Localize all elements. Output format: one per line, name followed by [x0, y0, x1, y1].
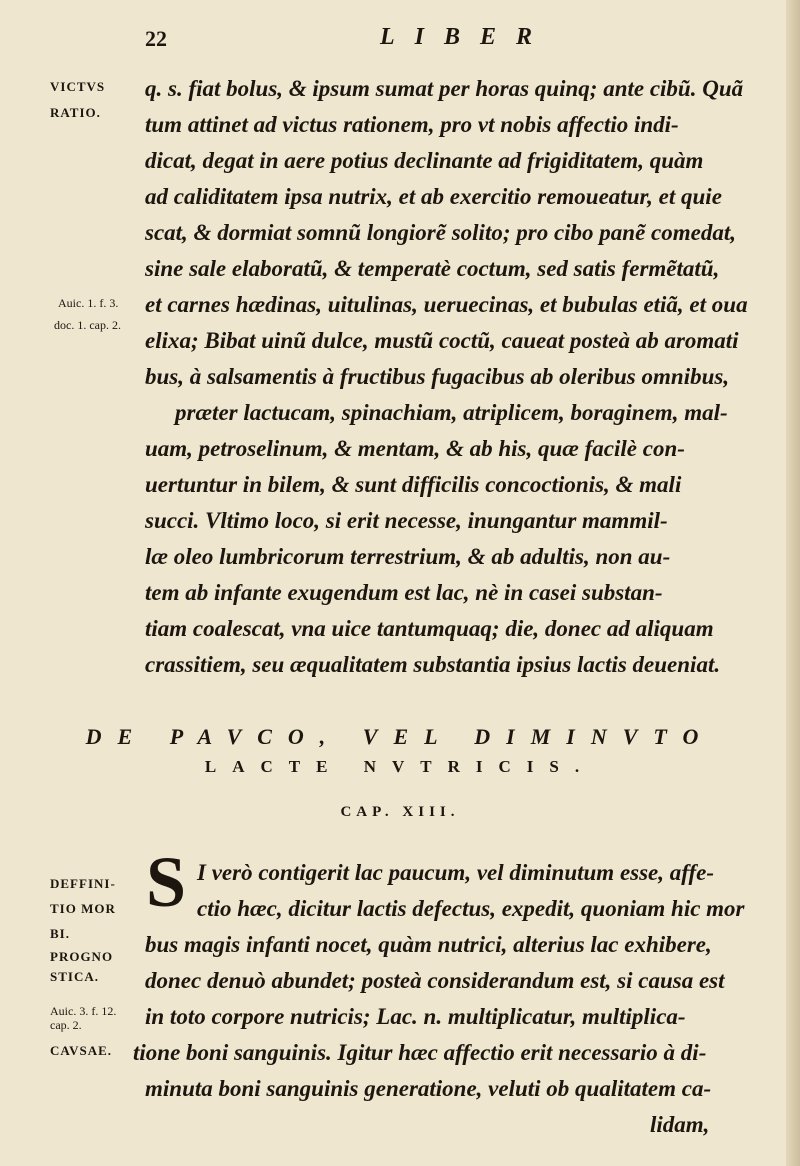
text-line: elixa; Bibat uinũ dulce, mustũ coctũ, caueat posteà ab aromati: [145, 328, 739, 353]
text-line: ctio hæc, dicitur lactis defectus, expedit, quoniam hic mor: [197, 896, 745, 921]
margin-note-bi: BI.: [50, 926, 70, 941]
page-number: 22: [145, 26, 167, 51]
text-line: scat, & dormiat somnũ longiorẽ solito; pro cibo panẽ comedat,: [145, 220, 736, 245]
running-head: LIBER: [380, 24, 553, 50]
margin-note-auic-3: Auic. 3. f. 12.: [50, 1004, 117, 1018]
margin-note-stica: STICA.: [50, 969, 99, 984]
margin-note-cap: cap. 2.: [50, 1018, 82, 1032]
margin-note-progno: PROGNO: [50, 949, 114, 964]
text-line: minuta boni sanguinis generatione, veluti ob qualitatem ca-: [145, 1076, 712, 1101]
page-header: [0, 18, 800, 58]
section-title: DE PAVCO, VEL DIMINVTO: [85, 724, 715, 749]
margin-note-ratio: RATIO.: [50, 105, 101, 120]
text-line: tiam coalescat, vna uice tantumquaq; die, donec ad aliquam: [145, 616, 714, 641]
margin-note-auic-2: doc. 1. cap. 2.: [54, 318, 121, 332]
text-line: tum attinet ad victus rationem, pro vt nobis affectio indi-: [145, 112, 679, 137]
text-line: dicat, degat in aere potius declinante ad frigiditatem, quàm: [145, 148, 704, 173]
text-line: succi. Vltimo loco, si erit necesse, inungantur mammil-: [145, 508, 668, 533]
chapter-heading: CAP. XIII.: [340, 804, 460, 820]
drop-cap: S: [146, 842, 187, 922]
text-line: ad caliditatem ipsa nutrix, et ab exercitio remoueatur, et quie: [145, 184, 722, 209]
text-line: uam, petroselinum, & mentam, & ab his, quæ facilè con-: [145, 436, 685, 461]
text-line: tem ab infante exugendum est lac, nè in casei substan-: [145, 580, 663, 605]
text-line: læ oleo lumbricorum terrestrium, & ab adultis, non au-: [145, 544, 671, 569]
text-line: bus magis infanti nocet, quàm nutrici, alterius lac exhibere,: [145, 932, 712, 957]
page-edge: [786, 0, 800, 1166]
text-line: bus, à salsamentis à fructibus fugacibus ab oleribus omnibus,: [145, 364, 730, 389]
margin-note-deffini: DEFFINI-: [50, 876, 116, 891]
text-line: uertuntur in bilem, & sunt difficilis concoctionis, & mali: [145, 472, 682, 497]
margin-note-tio-mor: TIO MOR: [50, 901, 116, 916]
section-subtitle: LACTE NVTRICIS.: [204, 757, 596, 776]
text-line: I verò contigerit lac paucum, vel diminutum esse, affe-: [197, 860, 715, 885]
margin-note-causae: CAVSAE.: [50, 1043, 113, 1058]
margin-note-victus: VICTVS: [50, 79, 106, 94]
text-line: in toto corpore nutricis; Lac. n. multiplicatur, multiplica-: [145, 1004, 686, 1029]
text-line: crassitiem, seu æqualitatem substantia ipsius lactis deueniat.: [145, 652, 721, 677]
text-line: tione boni sanguinis. Igitur hæc affectio erit necessario à di-: [133, 1040, 707, 1065]
text-line: sine sale elaboratũ, & temperatè coctum, sed satis fermẽtatũ,: [145, 256, 720, 281]
text-line: præter lactucam, spinachiam, atriplicem, boraginem, mal-: [175, 400, 728, 425]
text-line: donec denuò abundet; posteà considerandum est, si causa est: [145, 968, 725, 993]
text-line: lidam,: [650, 1112, 710, 1137]
text-line: q. s. fiat bolus, & ipsum sumat per horas quinq; ante cibũ. Quã: [145, 76, 744, 101]
text-line: et carnes hædinas, uitulinas, ueruecinas, et bubulas etiã, et oua: [145, 292, 748, 317]
margin-note-auic-1: Auic. 1. f. 3.: [58, 296, 119, 310]
